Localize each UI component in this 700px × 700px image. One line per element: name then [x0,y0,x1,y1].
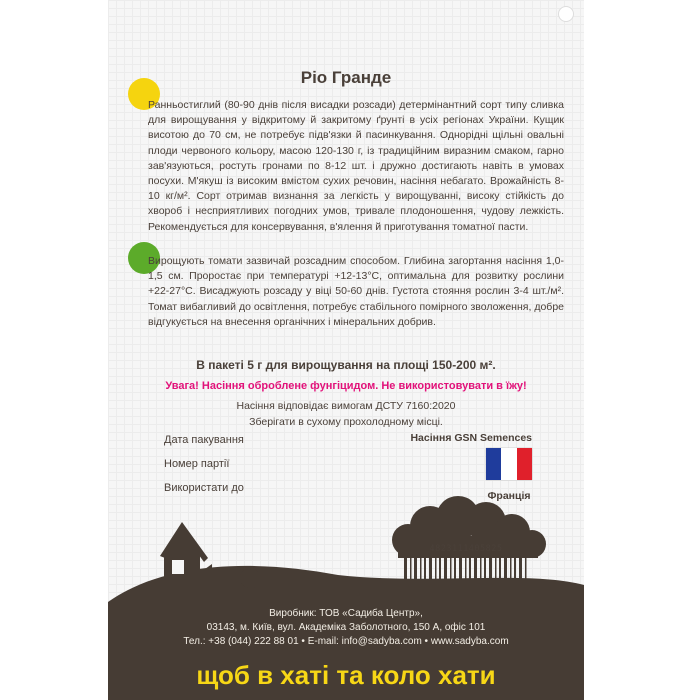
barcode-number: 4823111405825 [429,544,503,554]
producer-line-3: Тел.: +38 (044) 222 88 01 • E-mail: info@sadyba.com • www.sadyba.com [183,636,509,647]
description-paragraph: Ранньостиглий (80-90 днів після висадки розсади) детермінантний сорт типу сливка для вирощування у відкритому й закритому ґрунті в усіх регіонах України. Кущик висотою до 70 см, не потребує підв'язки й пасинкування. Однорідні щільні овальні плоди червоного кольору, масою 120-130 г, із традиційним виразним смаком, гарно зав'язуються, ростуть гронами по 8-12 шт. і дружно достигають навіть в умовах посухи. М'якуш із високим вмістом сухих речовин, насіння небагато. Врожайність 8-10 кг/м². Сорт отримав визнання за легкість у вирощуванні, високу стійкість до хвороб і несприятливих погодних умов, тривале плодоношення, чудову лежкість. Рекомендується для консервування, в'ялення й приготування томатної пасти. [148,99,564,233]
country-of-origin: Франція [487,490,531,502]
package-info: В пакеті 5 г для вирощування на площі 150-200 м². [196,358,496,372]
producer-line-2: 03143, м. Київ, вул. Академіка Заболотного, 150 А, офіс 101 [206,622,486,633]
producer-line-1: Виробник: ТОВ «Садиба Центр», [269,608,423,619]
cultivation-paragraph: Вирощують томати зазвичай розсадним способом. Глибина загортання насіння 1,0-1,5 см. Проростає при температурі +12-13°С, оптимальна для розвитку рослини +22-27°С. Висаджують розсаду у віці 50-60 днів. Густота стояння рослин 3-4 шт./м². Томат вибагливий до освітлення, потребує стабільного помірного зволоження, добре відгукується на внесення органічних і мінеральних добрив. [148,255,564,328]
seed-packet [108,0,584,700]
brand-name: Насіння GSN Semences [410,432,532,444]
batch-label: Номер партії [164,458,230,470]
product-title: Ріо Гранде [300,68,392,87]
fungicide-warning: Увага! Насіння оброблене фунгіцидом. Не використовувати в їжу! [165,380,527,392]
landscape-illustration [108,0,584,700]
pack-date-label: Дата пакування [164,434,244,446]
storage-note: Зберігати в сухому прохолодному місці. [249,416,443,428]
house-icon [160,522,212,600]
standard-note: Насіння відповідає вимогам ДСТУ 7160:2020 [236,400,456,412]
use-by-label: Використати до [164,482,244,494]
slogan: щоб в хаті та коло хати [196,660,496,690]
